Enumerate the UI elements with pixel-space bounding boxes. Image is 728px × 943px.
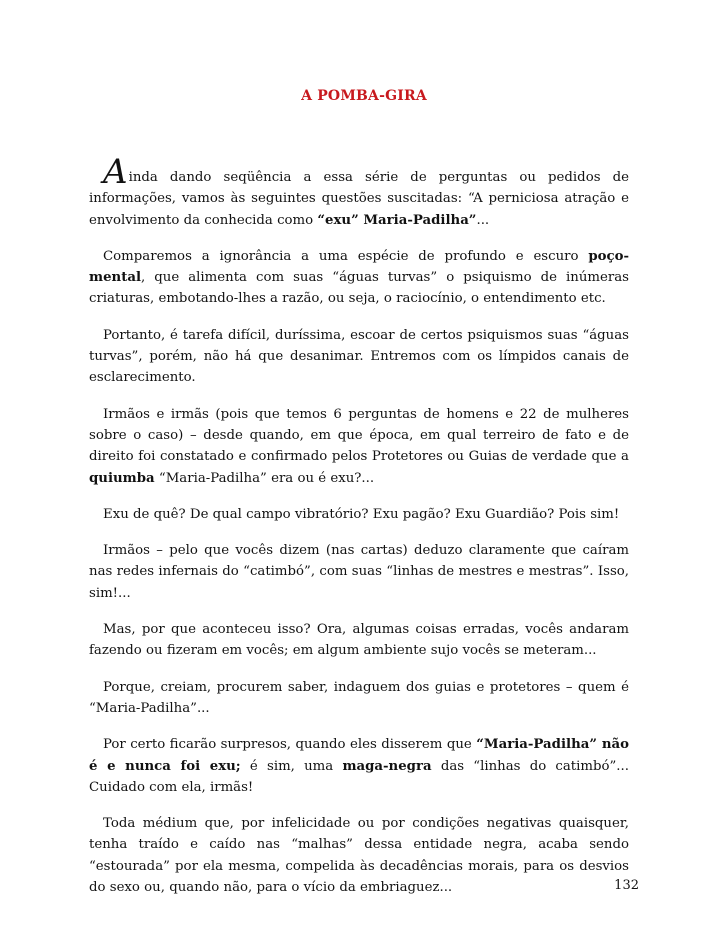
paragraph-text: Mas, por que aconteceu isso? Ora, algumas coisas erradas, vocês andaram fazendo ou fizeram em vocês; em algum ambiente sujo vocês se meteram... — [89, 622, 629, 659]
paragraph-text: Irmãos e irmãs (pois que temos 6 perguntas de homens e 22 de mulheres sobre o caso) – desde quando, em que época, em qual terreiro de fato e de direito foi constatado e confirmado pelos Protetores ou Guias de verdade que a — [89, 406, 629, 465]
bold-text: maga-negra — [342, 758, 432, 774]
paragraph-8 — [89, 677, 629, 720]
paragraph-6 — [89, 540, 629, 604]
paragraph-2 — [89, 246, 629, 310]
paragraph-4 — [89, 404, 629, 489]
paragraph-1 — [89, 152, 629, 231]
paragraph-5 — [89, 504, 629, 525]
drop-cap: A — [103, 152, 128, 192]
paragraph-text: “Maria-Padilha” era ou é exu?... — [154, 470, 375, 486]
paragraph-text: Toda médium que, por infelicidade ou por condições negativas quaisquer, tenha traído e caído nas “malhas” dessa entidade negra, acaba sendo “estourada” por ela mesma, compelida às decadências morais, para os desvios do sexo ou, quando não, para o vício da embriaguez... — [89, 816, 629, 896]
paragraph-text: Por certo ficarão surpresos, quando eles disserem que — [103, 737, 477, 753]
paragraph-text: Comparemos a ignorância a uma espécie de profundo e escuro — [103, 248, 589, 264]
paragraph-text: , que alimenta com suas “águas turvas” o psiquismo de inúmeras criaturas, embotando-lhes a razão, ou seja, o raciocínio, o entendimento etc. — [89, 270, 629, 307]
paragraph-text: ... — [476, 212, 490, 228]
body-text — [89, 152, 629, 913]
paragraph-9 — [89, 734, 629, 798]
paragraph-10 — [89, 813, 629, 898]
paragraph-text: Irmãos – pelo que vocês dizem (nas cartas) deduzo claramente que caíram nas redes infernais do “catimbó”, com suas “linhas de mestres e mestras”. Isso, sim!... — [89, 543, 629, 601]
paragraph-text: das “linhas do catimbó”... Cuidado com ela, irmãs! — [89, 758, 629, 795]
bold-text: poço-mental — [89, 248, 629, 286]
page-number: 132 — [614, 878, 639, 893]
paragraph-3 — [89, 325, 629, 389]
chapter-title: A POMBA-GIRA — [301, 88, 427, 104]
bold-text: “exu” Maria-Padilha” — [317, 212, 477, 228]
paragraph-text: Exu de quê? De qual campo vibratório? Exu pagão? Exu Guardião? Pois sim! — [103, 506, 620, 522]
bold-text: “Maria-Padilha” não é e nunca foi exu; — [89, 737, 629, 774]
bold-text: quiumba — [89, 470, 155, 486]
paragraph-text: inda dando seqüência a essa série de perguntas ou pedidos de informações, vamos às seguintes questões suscitadas: “A perniciosa atração e envolvimento da conhecida como — [89, 170, 629, 228]
paragraph-7 — [89, 619, 629, 662]
paragraph-text: é sim, uma — [240, 758, 343, 774]
paragraph-text: Porque, creiam, procurem saber, indaguem dos guias e protetores – quem é “Maria-Padilha”... — [89, 679, 629, 716]
paragraph-text: Portanto, é tarefa difícil, duríssima, escoar de certos psiquismos suas “águas turvas”, porém, não há que desanimar. Entremos com os límpidos canais de esclarecimento. — [89, 327, 629, 386]
